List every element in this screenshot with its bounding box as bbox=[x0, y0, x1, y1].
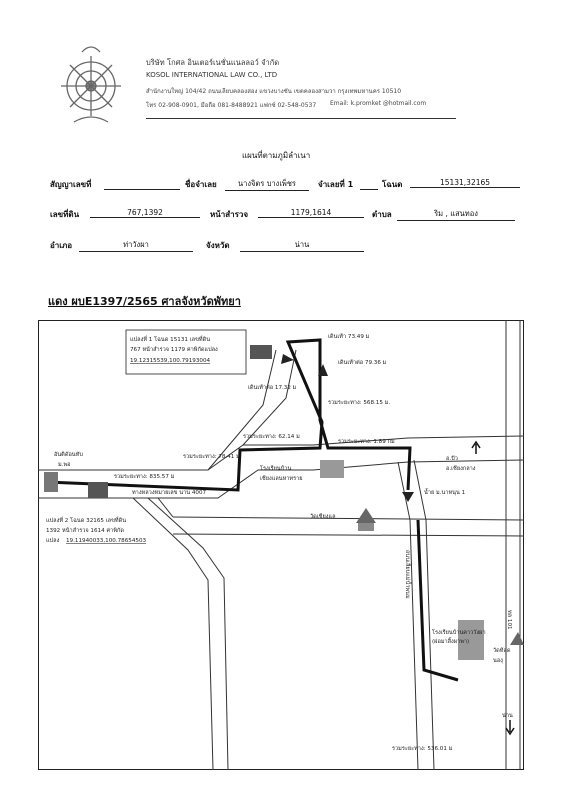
school-building-icon bbox=[320, 460, 344, 478]
location-map bbox=[38, 320, 524, 770]
north-direction-label: อ.ปัว bbox=[446, 456, 458, 462]
distance-3: รวมระยะทาง: 1.89 กม bbox=[338, 439, 395, 445]
document-title: แผนที่ตามภูมิลำเนา bbox=[242, 151, 311, 160]
south-direction-label: น่าน bbox=[502, 713, 513, 719]
temple-label: วัดเชียงแล bbox=[310, 514, 336, 520]
subdistrict-value: ริม , แสนทอง bbox=[397, 208, 515, 221]
district-label: อำเภอ bbox=[50, 241, 73, 250]
defendant-label: จำเลยที่ 1 bbox=[318, 180, 354, 189]
land-number-value: 767,1392 bbox=[90, 208, 200, 218]
plot2-label-3: แปลง bbox=[46, 538, 60, 544]
road-h-label: ทางหลวงหมายเลข นาน 4007 bbox=[132, 490, 207, 496]
company-logo bbox=[52, 42, 130, 128]
plot1-coordinates: 19.12315539,100.79193004 bbox=[130, 358, 211, 364]
debtor-label: ชื่อจำเลย bbox=[185, 180, 217, 189]
plot2-label-2: 1392 หน้าสำรวจ 1614 ค่าพิกัด bbox=[46, 528, 125, 534]
company-email: Email: k.promket @hotmail.com bbox=[330, 100, 427, 107]
walk-2: เดินเท้าต่อ 79.36 ม bbox=[338, 360, 387, 366]
cemetery-label-2: ม.พอ bbox=[58, 462, 71, 468]
plot1-photo bbox=[250, 345, 272, 359]
distance-1: รวมระยะทาง: 568.15 ม. bbox=[328, 400, 391, 406]
survey-page-value: 1179,1614 bbox=[258, 208, 364, 218]
company-name-english: KOSOL INTERNATIONAL LAW CO., LTD bbox=[146, 71, 278, 79]
deed-label: โฉนด bbox=[382, 180, 403, 189]
school-label: โรงเรียนบ้าน bbox=[260, 466, 292, 472]
distance-2: รวมระยะทาง: 62.14 ม bbox=[243, 434, 300, 440]
temple-2-label: วัดท้อด bbox=[493, 648, 511, 654]
road-right-label: ทล 101 bbox=[506, 610, 512, 630]
distance-6: รวมระยะทาง: 536.01 ม bbox=[392, 746, 453, 752]
school-2-label: โรงเรียนบ้านคาววังผา bbox=[432, 630, 486, 636]
contract-value bbox=[104, 179, 180, 190]
company-address: สำนักงานใหญ่ 104/42 ถนนเลียบคลองสอง แขวงบางชัน เขตคลองสามวา กรุงเทพมหานคร 10510 bbox=[146, 88, 402, 95]
province-label: จังหวัด bbox=[206, 241, 230, 250]
plot2-coordinates: 19.11940033,100.78654503 bbox=[66, 538, 147, 544]
plot1-label: แปลงที่ 1 โฉนด 15131 เลขที่ดิน bbox=[130, 337, 211, 343]
school-label-2: เชียงแลนหาทราย bbox=[260, 476, 303, 482]
road-vertical-label: ถนนเลียบแม่น้ำพนม bbox=[404, 550, 410, 599]
deed-value: 15131,32165 bbox=[410, 178, 520, 188]
walk-3: เดินเท้าต่อ 17.32 ม bbox=[248, 385, 297, 391]
distance-4: รวมระยะทาง: 78.41 ม. bbox=[183, 454, 242, 460]
subdistrict-label: ตำบล bbox=[372, 210, 392, 219]
debtor-value: นางจิตร บางเพ็ชร bbox=[225, 178, 309, 191]
school-2-label-2: (ผ่อมาสิ้งผาพา) bbox=[432, 639, 470, 645]
plot1-label-2: 767 หน้าสำรวจ 1179 ค่าพิกัดแปลง bbox=[130, 347, 218, 353]
distance-5: รวมระยะทาง: 835.57 ม bbox=[114, 474, 175, 480]
header-divider bbox=[146, 118, 456, 119]
company-phone: โทร 02-908-0901, มือถือ 081-8488921 แฟกซ์ 02-548-0537 bbox=[146, 102, 317, 109]
cemetery-label: อันติดัอนทับ bbox=[54, 452, 83, 458]
survey-page-label: หน้าสำรวจ bbox=[210, 210, 249, 219]
defendant-blank bbox=[360, 179, 378, 190]
province-value: น่าน bbox=[240, 239, 364, 252]
contract-label: สัญญาเลขที่ bbox=[50, 180, 92, 189]
walk-1: เดินเท้า 73.49 ม bbox=[328, 334, 370, 340]
case-number: แดง ผบE1397/2565 ศาลจังหวัดพัทยา bbox=[48, 295, 241, 308]
cemetery-photo bbox=[44, 472, 58, 492]
district-value: ท่าวังผา bbox=[79, 239, 193, 252]
plot2-label: แปลงที่ 2 โฉนด 32165 เลขที่ดิน bbox=[46, 518, 127, 524]
plot2-photo bbox=[88, 482, 108, 498]
north-direction-label-2: อ.เชียงกลาง bbox=[446, 466, 476, 472]
land-number-label: เลขที่ดิน bbox=[50, 210, 80, 219]
temple-2-label-2: นองุ bbox=[493, 658, 503, 664]
junction-label: น้ำย ม.นาหนุน 1 bbox=[424, 490, 466, 496]
company-name-thai: บริษัท โกศล อินเตอร์เนชั่นแนลลอว์ จำกัด bbox=[146, 58, 280, 67]
